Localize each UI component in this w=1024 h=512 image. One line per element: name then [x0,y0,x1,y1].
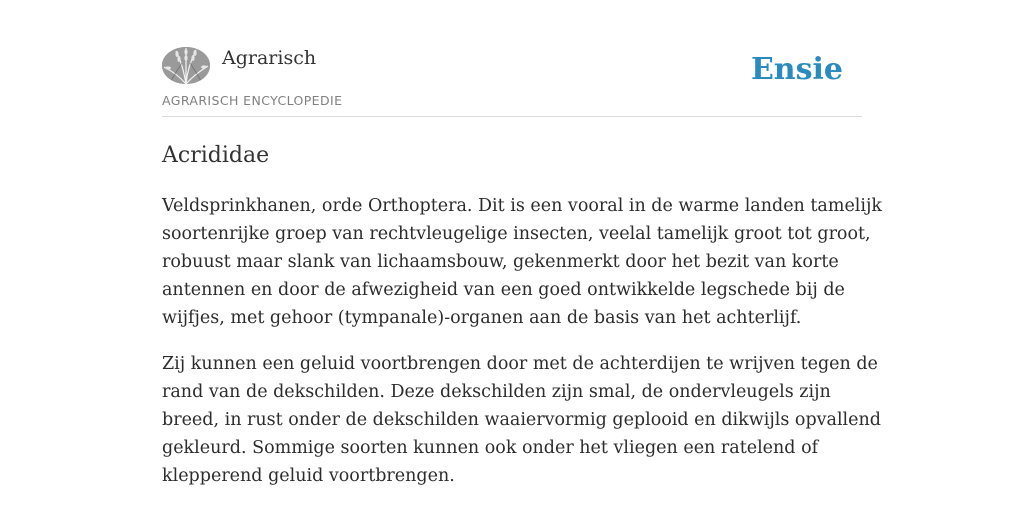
entry-page [162,44,883,490]
entry-title: Acrididae [162,143,270,168]
brand-logo[interactable]: Ensie [750,52,843,87]
paragraph-line: soortenrijke groep van rechtvleugelige insecten, veelal tamelijk groot tot groot, [162,224,871,244]
entry-paragraph [162,350,881,490]
paragraph-line: Zij kunnen een geluid voortbrengen door met de achterdijen te wrijven tegen de [162,354,878,374]
paragraph-line: antennen en door de afwezigheid van een goed ontwikkelde legschede bij de [162,280,845,300]
book-title[interactable]: Agrarisch [222,47,317,69]
entry-paragraph [162,192,883,332]
book-subtitle[interactable]: AGRARISCH ENCYCLOPEDIE [162,93,343,108]
paragraph-line: wijfjes, met gehoor (tympanale)-organen aan de basis van het achterlijf. [162,308,802,328]
wheat-image-icon[interactable] [162,47,210,84]
paragraph-line: Veldsprinkhanen, orde Orthoptera. Dit is een vooral in de warme landen tamelijk [162,196,883,216]
paragraph-line: rand van de dekschilden. Deze dekschilden zijn smal, de ondervleugels zijn [162,382,831,402]
paragraph-line: klepperend geluid voortbrengen. [162,466,455,486]
paragraph-line: gekleurd. Sommige soorten kunnen ook onder het vliegen een ratelend of [162,438,819,458]
header [162,44,862,117]
paragraph-line: breed, in rust onder de dekschilden waaiervormig geplooid en dikwijls opvallend [162,410,881,430]
paragraph-line: robuust maar slank van lichaamsbouw, gekenmerkt door het bezit van korte [162,252,839,272]
